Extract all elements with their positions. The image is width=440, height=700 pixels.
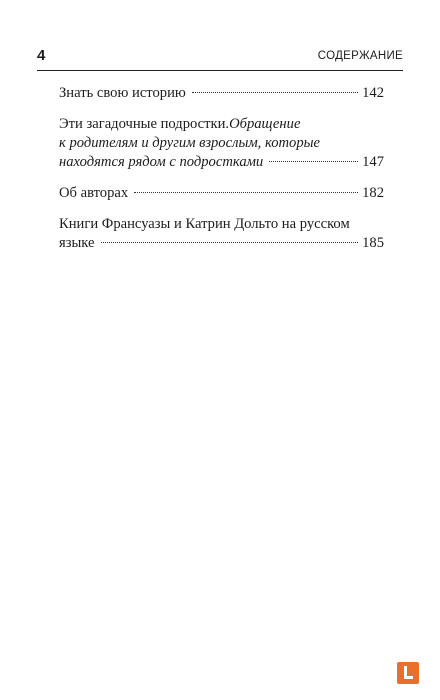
toc-entry-title: Книги Франсуазы и Катрин Дольто на русском	[59, 216, 350, 232]
toc-entry	[59, 184, 384, 203]
toc-line	[59, 184, 384, 203]
toc-entry-subtitle: Обращение	[229, 116, 301, 132]
toc-entry-title: языке	[59, 235, 95, 251]
header-rule	[37, 70, 403, 71]
toc-line	[59, 215, 384, 234]
dot-leader	[192, 92, 358, 93]
dot-leader	[269, 161, 358, 162]
toc-entry-subtitle: находятся рядом с подростками	[59, 154, 264, 170]
toc-entry-title: Об авторах	[59, 185, 129, 201]
toc-entry-page: 185	[362, 235, 384, 251]
toc-entry	[59, 215, 384, 253]
labirint-logo-icon	[397, 662, 419, 684]
toc-line	[59, 115, 384, 134]
toc-line	[59, 84, 384, 103]
toc-line	[59, 234, 384, 253]
toc-entry	[59, 84, 384, 103]
toc-entry-title: Знать свою историю	[59, 85, 186, 101]
page-number: 4	[37, 47, 46, 64]
toc-entry-title: Эти загадочные подростки.	[59, 116, 230, 132]
toc-entry-page: 182	[362, 185, 384, 201]
toc-entry-page: 147	[362, 154, 384, 170]
running-head: СОДЕРЖАНИЕ	[317, 50, 403, 62]
dot-leader	[101, 242, 359, 243]
dot-leader	[134, 192, 358, 193]
toc-entry	[59, 115, 384, 172]
toc-entry-page: 142	[362, 85, 384, 101]
toc-line	[59, 153, 384, 172]
toc-line	[59, 134, 384, 153]
table-of-contents	[59, 84, 384, 265]
toc-entry-subtitle: к родителям и другим взрослым, которые	[59, 135, 321, 151]
